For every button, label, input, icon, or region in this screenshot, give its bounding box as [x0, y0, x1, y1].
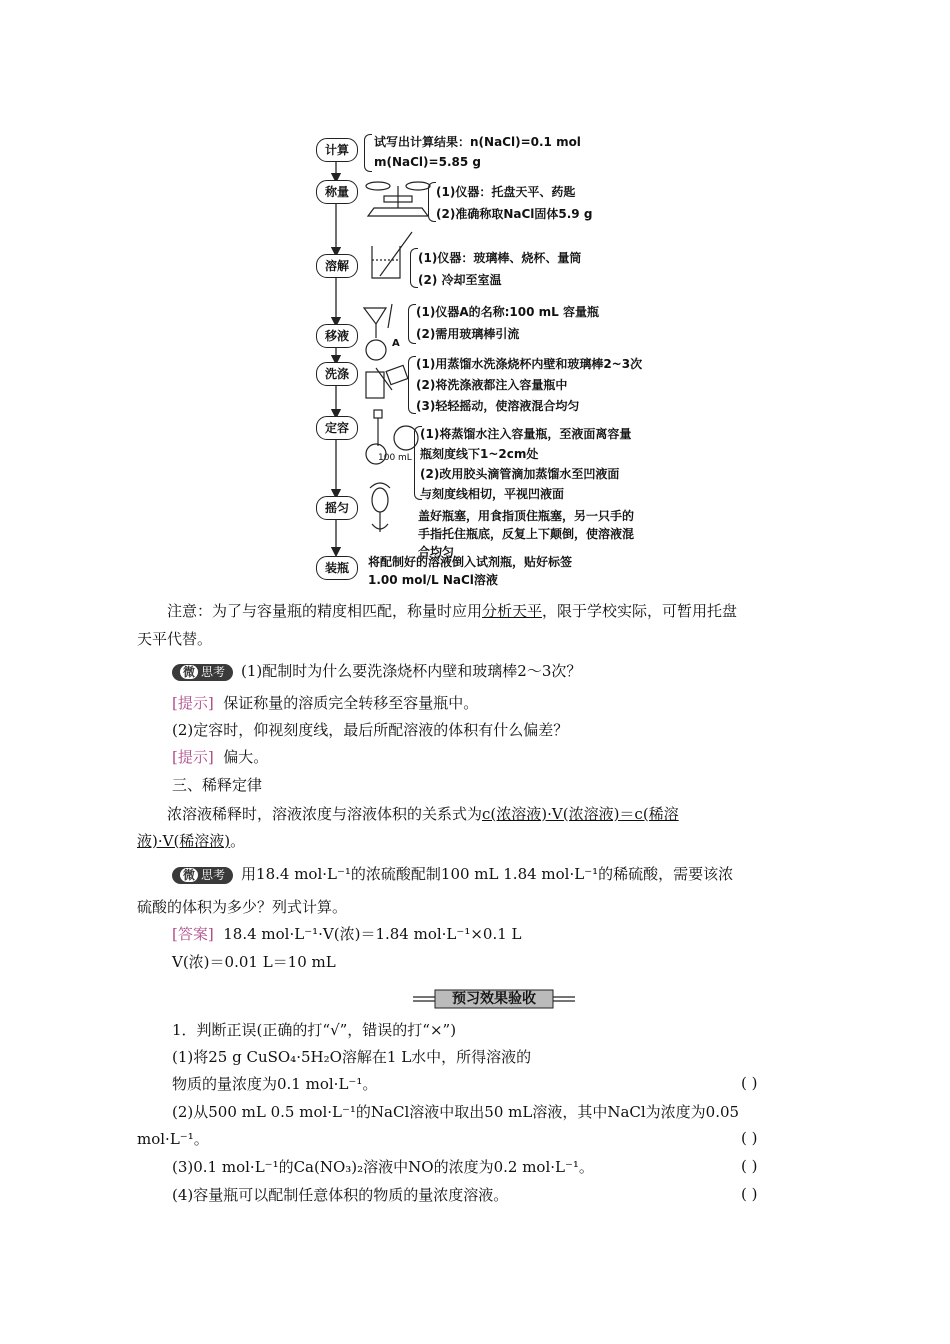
wash-line-1: (1)用蒸馏水洗涤烧杯内壁和玻璃棒2~3次: [416, 357, 643, 371]
step-wash: 洗涤: [316, 362, 358, 386]
step-transfer: 移液: [316, 324, 358, 348]
question-2: (2)定容时，仰视刻度线，最后所配溶液的体积有什么偏差？: [172, 721, 569, 739]
answer-blank-2[interactable]: ( ): [741, 1129, 758, 1147]
answer-line-1: [答案] 18.4 mol·L⁻¹·V(浓)＝1.84 mol·L⁻¹×0.1 L: [172, 925, 522, 943]
judge-item-1-cont: 物质的量浓度为0.1 mol·L⁻¹。: [172, 1075, 378, 1093]
step-shake: 摇匀: [316, 496, 358, 520]
volume-line-1: (1)将蒸馏水注入容量瓶，至液面离容量: [420, 427, 632, 441]
bottle-line-1: 将配制好的溶液倒入试剂瓶，贴好标签: [368, 555, 573, 569]
beaker-icon: [372, 232, 412, 278]
volumetric-flask-icon: [364, 304, 392, 360]
answer-line-2: V(浓)＝0.01 L＝10 mL: [172, 953, 336, 971]
calc-line-2: m(NaCl)=5.85 g: [374, 155, 481, 169]
calc-line-1: 试写出计算结果：n(NaCl)=0.1 mol: [374, 135, 581, 149]
preparation-flowchart: [300, 128, 660, 588]
wash-line-3: (3)轻轻摇动，使溶液混合均匀: [416, 399, 580, 413]
dissolve-line-2: (2) 冷却至室温: [418, 273, 502, 287]
step-calculate: 计算: [316, 138, 358, 162]
answer-blank-1[interactable]: ( ): [741, 1074, 758, 1092]
shake-line-2: 手指托住瓶底，反复上下颠倒，使溶液混: [418, 527, 635, 541]
flask-volume-label: 100 mL: [378, 453, 412, 463]
note-paragraph-cont: 天平代替。: [137, 630, 213, 648]
judge-item-2: (2)从500 mL 0.5 mol·L⁻¹的NaCl溶液中取出50 mL溶液，其中NaCl为浓度为0.05: [172, 1103, 740, 1121]
judge-item-2-cont: mol·L⁻¹。: [137, 1130, 209, 1148]
step-weigh: 称量: [316, 180, 358, 204]
weigh-line-1: (1)仪器：托盘天平、药匙: [436, 185, 576, 199]
dilution-law: 浓溶液稀释时，溶液浓度与溶液体积的关系式为c(浓溶液)·V(浓溶液)＝c(稀溶: [167, 805, 679, 823]
volume-line-2: 瓶刻度线下1~2cm处: [420, 447, 539, 461]
hint-2: [提示] 偏大。: [172, 748, 269, 766]
section-3-heading: 三、稀释定律: [172, 776, 263, 794]
step-bottle: 装瓶: [316, 556, 358, 580]
judge-item-4: (4)容量瓶可以配制任意体积的物质的量浓度溶液。: [172, 1186, 509, 1204]
note-paragraph: 注意：为了与容量瓶的精度相匹配，称量时应用分析天平，限于学校实际，可暂用托盘: [167, 602, 738, 620]
volume-line-4: 与刻度线相切，平视凹液面: [420, 487, 565, 501]
bottle-line-2: 1.00 mol/L NaCl溶液: [368, 573, 498, 587]
dilution-law-cont: 液)·V(稀溶液)。: [137, 832, 246, 850]
step-fix-volume: 定容: [316, 416, 358, 440]
weigh-line-2: (2)准确称取NaCl固体5.9 g: [436, 207, 593, 221]
shaking-hands-icon: [370, 483, 390, 532]
hint-1: [提示] 保证称量的溶质完全转移至容量瓶中。: [172, 694, 479, 712]
wash-bottle-icon: [366, 365, 408, 398]
flask-label-a: A: [392, 338, 400, 349]
dissolve-line-1: (1)仪器：玻璃棒、烧杯、量筒: [418, 251, 582, 265]
answer-blank-3[interactable]: ( ): [741, 1157, 758, 1175]
judge-item-3: (3)0.1 mol·L⁻¹的Ca(NO₃)₂溶液中NO的浓度为0.2 mol·L⁻¹。: [172, 1158, 594, 1176]
think-tag: 微 思考: [172, 664, 233, 681]
section-banner: 预习效果验收: [413, 989, 575, 1009]
transfer-line-1: (1)仪器A的名称:100 mL 容量瓶: [416, 305, 599, 319]
answer-blank-4[interactable]: ( ): [741, 1185, 758, 1203]
think-question-3-cont: 硫酸的体积为多少？列式计算。: [137, 898, 348, 916]
shake-line-1: 盖好瓶塞，用食指顶住瓶塞，另一只手的: [418, 509, 635, 523]
step-dissolve: 溶解: [316, 254, 358, 278]
think-tag: 微 思考: [172, 867, 233, 884]
volume-line-3: (2)改用胶头滴管滴加蒸馏水至凹液面: [420, 467, 620, 481]
think-question-1: 微 思考 (1)配制时为什么要洗涤烧杯内壁和玻璃棒2～3次？: [172, 657, 852, 685]
think-question-3: 微 思考 用18.4 mol·L⁻¹的浓硫酸配制100 mL 1.84 mol·L⁻¹的稀硫酸，需要该浓: [172, 860, 852, 888]
judge-title: 1．判断正误(正确的打“√”，错误的打“×”): [172, 1021, 457, 1039]
judge-item-1: (1)将25 g CuSO₄·5H₂O溶解在1 L水中，所得溶液的: [172, 1048, 532, 1066]
wash-line-2: (2)将洗涤液都注入容量瓶中: [416, 378, 568, 392]
transfer-line-2: (2)需用玻璃棒引流: [416, 327, 520, 341]
balance-icon: [366, 182, 430, 216]
shake-line-3: 合均匀: [418, 545, 455, 559]
